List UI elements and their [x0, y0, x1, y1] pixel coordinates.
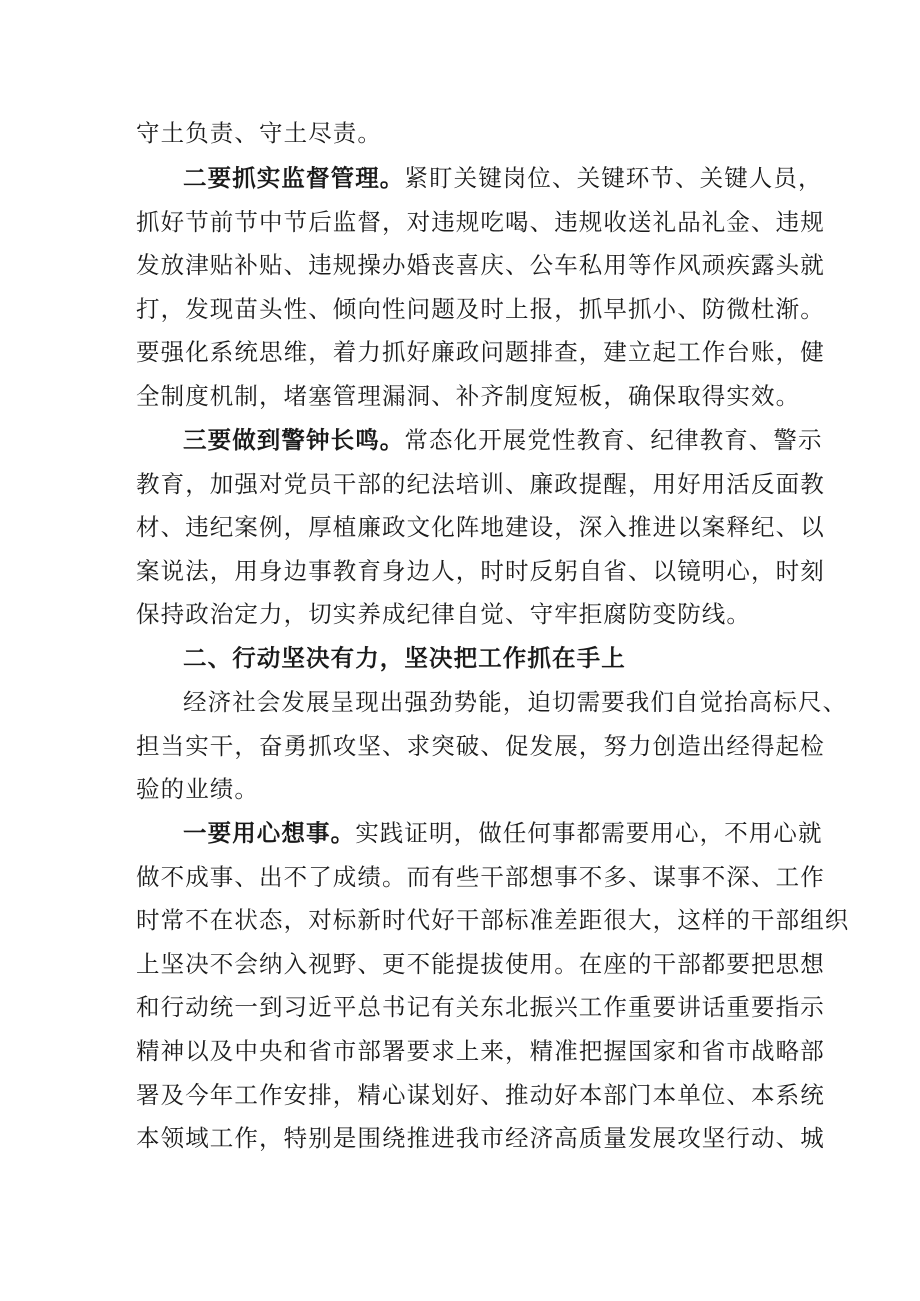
- text-line: 验的业绩。: [136, 775, 259, 804]
- text-line: [136, 419, 823, 463]
- text-line: 做不成事、出不了成绩。而有些干部想事不多、谋事不深、工作: [136, 862, 825, 891]
- paragraph-lead: 一要用心想事。: [183, 819, 356, 847]
- text-line: 要强化系统思维，着力抓好廉政问题排查，建立起工作台账，健: [136, 338, 825, 367]
- paragraph-warning: [136, 419, 825, 637]
- text-line: 时常不在状态，对标新时代好干部标准差距很大，这样的干部组织: [136, 906, 850, 935]
- paragraph-thinking: [136, 812, 850, 1161]
- text-line: 打，发现苗头性、倾向性问题及时上报，抓早抓小、防微杜渐。: [136, 294, 825, 323]
- paragraph-supervision: [136, 157, 825, 419]
- text-line: [136, 812, 823, 856]
- text-line: 材、违纪案例，厚植廉政文化阵地建设，深入推进以案释纪、以: [136, 513, 825, 542]
- text-line: 发放津贴补贴、违规操办婚丧喜庆、公车私用等作风顽疾露头就: [136, 251, 825, 280]
- paragraph-first-text: 常态化开展党性教育、纪律教育、警示: [404, 426, 823, 454]
- text-line: 本领域工作，特别是围绕推进我市经济高质量发展攻坚行动、城: [136, 1124, 825, 1153]
- section-heading-text: 二、行动坚决有力，坚决把工作抓在手上: [183, 644, 626, 672]
- text-line: 精神以及中央和省市部署要求上来，精准把握国家和省市战略部: [136, 1036, 825, 1065]
- text-line: 担当实干，奋勇抓攻坚、求突破、促发展，努力创造出经得起检: [136, 731, 825, 760]
- paragraph-development: [136, 681, 848, 812]
- text-line: 全制度机制，堵塞管理漏洞、补齐制度短板，确保取得实效。: [136, 381, 801, 410]
- text-line: 抓好节前节中节后监督，对违规吃喝、违规收送礼品礼金、违规: [136, 207, 825, 236]
- text-line: 经济社会发展呈现出强劲势能，迫切需要我们自觉抬高标尺、: [183, 688, 848, 716]
- text-line: 上坚决不会纳入视野、更不能提拔使用。在座的干部都要把思想: [136, 949, 825, 978]
- text-line: 守土负责、守土尽责。: [136, 119, 382, 147]
- paragraph-continuation: [136, 112, 788, 156]
- text-line: 教育，加强对党员干部的纪法培训、廉政提醒，用好用活反面教: [136, 469, 825, 498]
- paragraph-lead: 二要抓实监督管理。: [183, 164, 405, 192]
- paragraph-lead: 三要做到警钟长鸣。: [183, 426, 405, 454]
- paragraph-first-text: 紧盯关键岗位、关键环节、关键人员，: [404, 164, 823, 192]
- section-heading: [136, 637, 788, 681]
- text-line: 和行动统一到习近平总书记有关东北振兴工作重要讲话重要指示: [136, 993, 825, 1022]
- text-line: [136, 157, 823, 201]
- paragraph-first-text: 实践证明，做任何事都需要用心，不用心就: [355, 819, 823, 847]
- text-line: 案说法，用身边事教育身边人，时时反躬自省、以镜明心，时刻: [136, 556, 825, 585]
- text-line: 署及今年工作安排，精心谋划好、推动好本部门本单位、本系统: [136, 1080, 825, 1109]
- text-line: 保持政治定力，切实养成纪律自觉、守牢拒腐防变防线。: [136, 600, 751, 629]
